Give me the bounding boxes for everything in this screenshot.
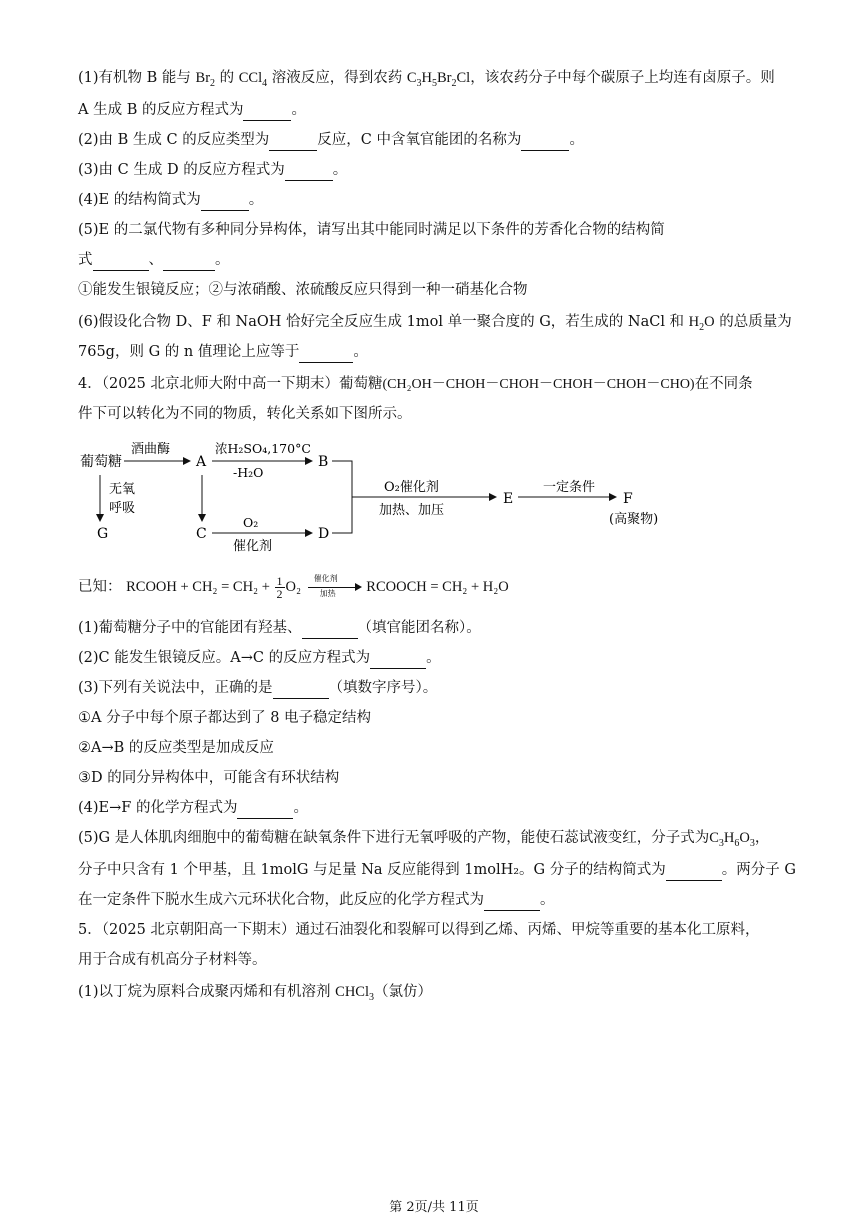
answer-blank[interactable]: [484, 890, 540, 911]
answer-blank[interactable]: [163, 250, 215, 271]
cond-AB-top: 浓H₂SO₄,170°C: [215, 441, 311, 456]
cond-CD-top: O₂: [243, 515, 259, 530]
node-B: B: [318, 454, 329, 470]
answer-blank[interactable]: [285, 160, 333, 181]
answer-blank[interactable]: [93, 250, 149, 271]
q3-part5-line2: 式 、 。: [78, 250, 230, 271]
cond-wine-enzyme: 酒曲酶: [131, 442, 171, 457]
q3-part1-line1: (1)有机物 B 能与 $Br_2$ 的 CCl$_4$ 溶液反应，得到农药 $C_3H_5Br_2Cl$，该农药分子中每个碳原子上均连有卤原子。则: [78, 70, 775, 89]
bracket-B-D: [332, 461, 352, 533]
q4-heading-line2: 件下可以转化为不同的物质，转化关系如下图所示。: [78, 406, 412, 422]
q4-part1: (1)葡萄糖分子中的官能团有羟基、 （填官能团名称）。: [78, 618, 481, 639]
q5-part1: (1)以丁烷为原料合成聚丙烯和有机溶剂 CHCl$_3$（氯仿）: [78, 984, 432, 1003]
q3-part5-line1: (5)E 的二氯代物有多种同分异构体，请写出其中能同时满足以下条件的芳香化合物的结构简: [78, 222, 665, 238]
q3-part4: (4)E 的结构简式为 。: [78, 190, 263, 211]
cond-F: 一定条件: [543, 480, 596, 495]
answer-blank[interactable]: [237, 798, 293, 819]
q3-part6-line1: (6)假设化合物 D、F 和 NaOH 恰好完全反应生成 1mol 单一聚合度的 G，若生成的 NaCl 和 $H_2O$ 的总质量为: [78, 314, 792, 333]
q4-option-2: ②A→B 的反应类型是加成反应: [78, 740, 274, 756]
page-footer: 第 2页/共 11页: [389, 1200, 479, 1215]
node-F-note: (高聚物): [609, 512, 659, 527]
q4-part5-line2: 分子中只含有 1 个甲基，且 1molG 与足量 Na 反应能得到 1molH₂。G 分子的结构简式为 。两分子 G: [78, 860, 796, 881]
answer-blank[interactable]: [370, 648, 426, 669]
q3-part6-line2: 765g，则 G 的 n 值理论上应等于 。: [78, 342, 368, 363]
answer-blank[interactable]: [299, 342, 353, 363]
q3-part5-conditions: ①能发生银镜反应；②与浓硝酸、浓硫酸反应只得到一种一硝基化合物: [78, 282, 528, 298]
node-D: D: [318, 526, 330, 542]
q4-option-3: ③D 的同分异构体中，可能含有环状结构: [78, 770, 340, 786]
node-C: C: [196, 526, 207, 542]
q3-part2: (2)由 B 生成 C 的反应类型为 反应，C 中含氧官能团的名称为 。: [78, 130, 584, 151]
known-reaction-arrow: 催化剂 加热: [306, 577, 362, 597]
q4-heading-line1: 4．（2025 北京北师大附中高一下期末）葡萄糖(CH₂OH－CHOH－CHOH－CHOH－CHOH－CHO)在不同条: [78, 376, 753, 392]
node-E: E: [503, 491, 514, 507]
cond-anaerobic-2: 呼吸: [109, 501, 136, 516]
node-A: A: [196, 454, 207, 470]
q4-part2: (2)C 能发生银镜反应。A→C 的反应方程式为 。: [78, 648, 441, 669]
node-glucose: 葡萄糖: [80, 454, 122, 470]
q3-part3: (3)由 C 生成 D 的反应方程式为 。: [78, 160, 347, 181]
answer-blank[interactable]: [269, 130, 317, 151]
q4-part5-line3: 在一定条件下脱水生成六元环状化合物，此反应的化学方程式为 。: [78, 890, 555, 911]
known-equation: 已知： RCOOH + CH₂ = CH₂ + $\frac{1}{2}$ O₂ 催化剂 加热 RCOOCH = CH₂ + H₂O: [78, 573, 509, 601]
answer-blank[interactable]: [666, 860, 722, 881]
q5-heading-line2: 用于合成有机高分子材料等。: [78, 952, 267, 968]
answer-blank[interactable]: [201, 190, 249, 211]
cond-E-bottom: 加热、加压: [379, 503, 445, 518]
q3-part1-line2: A 生成 B 的反应方程式为 。: [78, 100, 306, 121]
fraction-one-half: $\frac{1}{2}$: [276, 573, 283, 601]
cond-AB-bottom: -H₂O: [233, 465, 264, 480]
q5-heading-line1: 5．（2025 北京朝阳高一下期末）通过石油裂化和裂解可以得到乙烯、丙烯、甲烷等重要的基本化工原料，: [78, 922, 760, 938]
reaction-scheme-diagram: [0, 435, 868, 565]
cond-anaerobic-1: 无氧: [109, 482, 136, 497]
cond-CD-bottom: 催化剂: [233, 539, 273, 554]
answer-blank[interactable]: [521, 130, 569, 151]
answer-blank[interactable]: [243, 100, 291, 121]
q4-part5-line1: (5)G 是人体肌肉细胞中的葡萄糖在缺氧条件下进行无氧呼吸的产物，能使石蕊试液变红，分子式为$C_3H_6O_3$，: [78, 830, 770, 849]
node-F: F: [623, 491, 633, 507]
q4-part4: (4)E→F 的化学方程式为 。: [78, 798, 308, 819]
q4-part3: (3)下列有关说法中，正确的是 （填数字序号）。: [78, 678, 437, 699]
node-G: G: [97, 526, 109, 542]
answer-blank[interactable]: [273, 678, 329, 699]
answer-blank[interactable]: [302, 618, 358, 639]
q4-option-1: ①A 分子中每个原子都达到了 8 电子稳定结构: [78, 710, 372, 726]
cond-E-top: O₂催化剂: [384, 480, 439, 495]
